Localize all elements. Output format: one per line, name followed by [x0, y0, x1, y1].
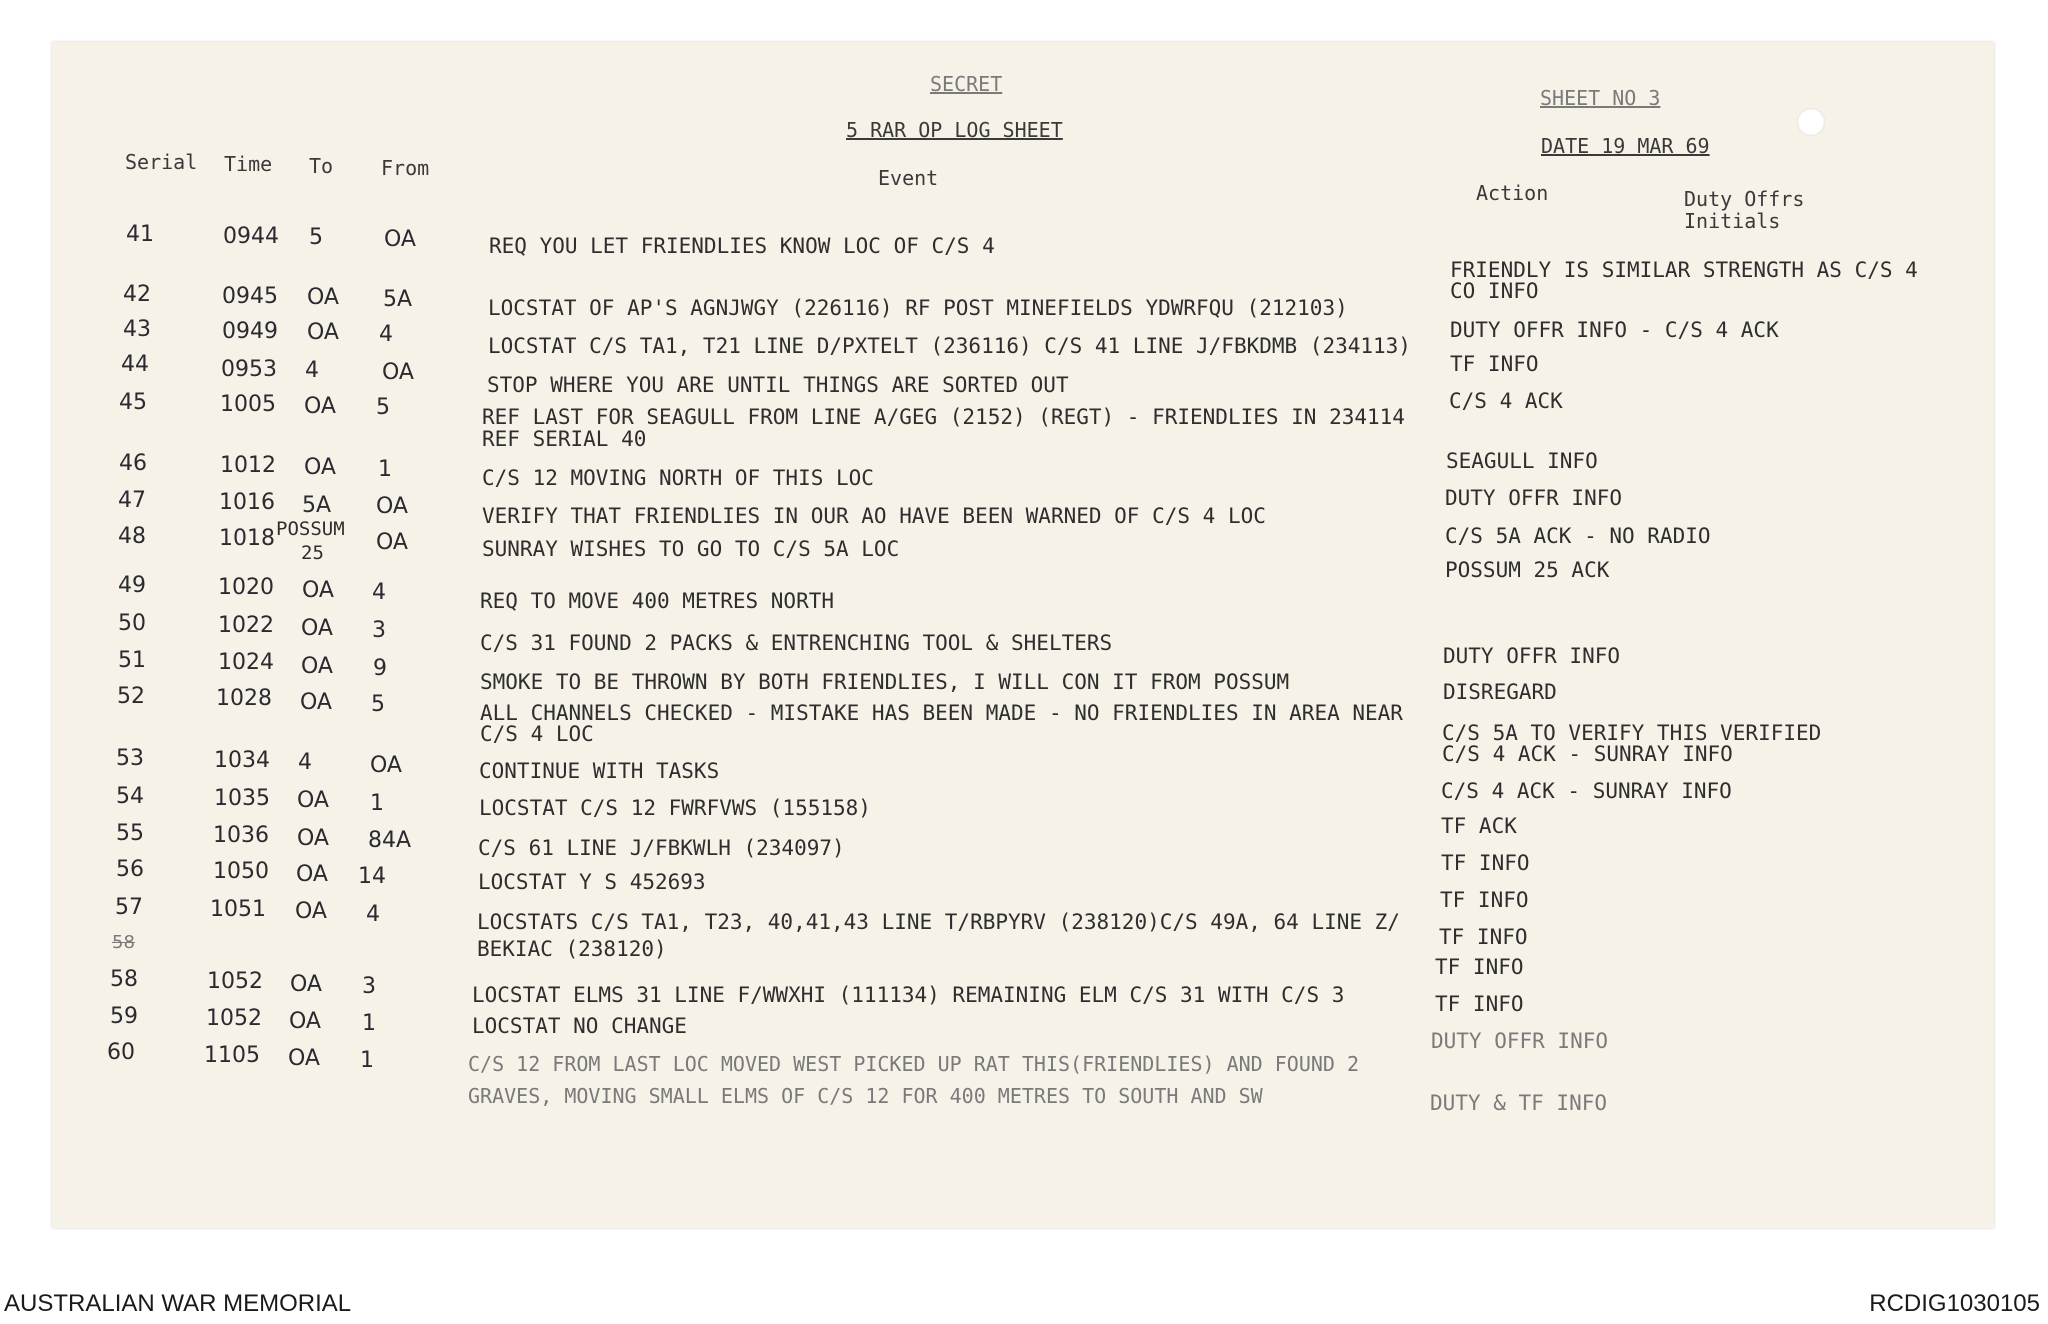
time-1051: 1051 [210, 897, 266, 922]
action-54: TF ACK [1441, 814, 1517, 838]
from-cell: OA [376, 494, 408, 519]
serial-49: 49 [118, 573, 146, 598]
time-1052: 1052 [207, 969, 263, 994]
event-45: REF LAST FOR SEAGULL FROM LINE A/GEG (2152) (REGT) - FRIENDLIES IN 234114 [482, 405, 1405, 429]
event-51: SMOKE TO BE THROWN BY BOTH FRIENDLIES, I WILL CON IT FROM POSSUM [480, 670, 1290, 694]
from-cell: 5A [383, 287, 413, 312]
action-55: TF INFO [1441, 851, 1530, 875]
to-cell: OA [307, 285, 339, 310]
serial-44: 44 [121, 352, 149, 377]
time-1012: 1012 [220, 453, 276, 478]
serial-43: 43 [123, 317, 151, 342]
to-cell: OA [307, 320, 339, 345]
to-possum-number: 25 [301, 542, 324, 564]
event-56: LOCSTAT Y S 452693 [478, 870, 706, 894]
time-1105: 1105 [204, 1043, 260, 1068]
event-43: LOCSTAT C/S TA1, T21 LINE D/PXTELT (236116) C/S 41 LINE J/FBKDMB (234113) [488, 334, 1411, 358]
serial-57: 57 [115, 895, 143, 920]
to-cell: OA [304, 394, 336, 419]
time-1034: 1034 [214, 748, 270, 773]
serial-42: 42 [123, 282, 151, 307]
serial-50: 50 [118, 611, 146, 636]
from-cell: 4 [379, 322, 393, 347]
action-41-b: CO INFO [1450, 279, 1539, 303]
from-cell: OA [384, 227, 416, 252]
to-cell: OA [290, 972, 322, 997]
col-to: To [309, 154, 334, 178]
time-1005: 1005 [220, 392, 276, 417]
to-cell: 5 [309, 225, 323, 250]
sheet-number: SHEET NO 3 [1540, 86, 1661, 110]
to-cell: OA [301, 616, 333, 641]
time-0944: 0944 [223, 224, 279, 249]
to-cell: OA [301, 654, 333, 679]
to-possum: POSSUM [276, 518, 345, 540]
from-cell: 1 [360, 1048, 374, 1073]
col-event: Event [878, 166, 939, 190]
from-cell: 4 [366, 902, 380, 927]
action-58: TF INFO [1435, 955, 1524, 979]
action-50: DUTY OFFR INFO [1443, 644, 1621, 668]
serial-41: 41 [126, 222, 154, 247]
time-0945: 0945 [222, 284, 278, 309]
event-53: CONTINUE WITH TASKS [479, 759, 720, 783]
from-cell: 5 [371, 692, 385, 717]
serial-55: 55 [116, 821, 144, 846]
action-57: TF INFO [1439, 925, 1528, 949]
time-1016: 1016 [219, 490, 275, 515]
event-45-line2: REF SERIAL 40 [482, 427, 647, 451]
serial-59: 59 [110, 1004, 138, 1029]
to-cell: OA [296, 862, 328, 887]
time-1022: 1022 [218, 613, 274, 638]
sheet-date: DATE 19 MAR 69 [1541, 134, 1710, 158]
serial-60: 60 [107, 1040, 135, 1065]
event-58: LOCSTAT ELMS 31 LINE F/WWXHI (111134) REMAINING ELM C/S 31 WITH C/S 3 [472, 983, 1345, 1007]
col-action: Action [1476, 181, 1549, 205]
event-52: ALL CHANNELS CHECKED - MISTAKE HAS BEEN MADE - NO FRIENDLIES IN AREA NEAR [480, 701, 1403, 725]
to-cell: OA [295, 899, 327, 924]
to-cell: OA [288, 1046, 320, 1071]
col-serial: Serial [125, 150, 198, 174]
col-initials: Initials [1684, 209, 1781, 233]
to-cell: OA [302, 578, 334, 603]
action-59: TF INFO [1435, 992, 1524, 1016]
serial-52: 52 [117, 684, 145, 709]
action-44: TF INFO [1450, 352, 1539, 376]
serial-45: 45 [119, 390, 147, 415]
action-52: C/S 5A TO VERIFY THIS VERIFIED [1442, 721, 1822, 745]
from-cell: OA [382, 360, 414, 385]
action-41: FRIENDLY IS SIMILAR STRENGTH AS C/S 4 [1450, 258, 1918, 282]
from-cell: 1 [362, 1011, 376, 1036]
action-60-b: DUTY & TF INFO [1430, 1091, 1608, 1115]
from-cell: 5 [376, 395, 390, 420]
time-1035: 1035 [214, 786, 270, 811]
punch-hole [1797, 108, 1825, 136]
action-51: DISREGARD [1443, 680, 1557, 704]
to-cell: OA [300, 690, 332, 715]
time-0949: 0949 [222, 319, 278, 344]
serial-58-struck: 58 [112, 932, 135, 953]
serial-48: 48 [118, 524, 146, 549]
from-cell: OA [370, 753, 402, 778]
action-60: DUTY OFFR INFO [1431, 1029, 1609, 1053]
from-cell: OA [376, 530, 408, 555]
event-47: VERIFY THAT FRIENDLIES IN OUR AO HAVE BEEN WARNED OF C/S 4 LOC [482, 504, 1266, 528]
event-50: C/S 31 FOUND 2 PACKS & ENTRENCHING TOOL & SHELTERS [480, 631, 1113, 655]
action-46: SEAGULL INFO [1446, 449, 1598, 473]
col-duty-offrs: Duty Offrs [1684, 187, 1805, 211]
col-from: From [381, 156, 430, 180]
time-0953: 0953 [221, 357, 277, 382]
event-48: SUNRAY WISHES TO GO TO C/S 5A LOC [482, 537, 900, 561]
to-cell: OA [297, 826, 329, 851]
event-52-line2: C/S 4 LOC [480, 722, 594, 746]
footer-id: RCDIG1030105 [1869, 1290, 2040, 1317]
to-cell: OA [304, 455, 336, 480]
time-1050: 1050 [213, 859, 269, 884]
from-cell: 14 [358, 864, 386, 889]
event-57: LOCSTATS C/S TA1, T23, 40,41,43 LINE T/RBPYRV (238120)C/S 49A, 64 LINE Z/ [477, 910, 1400, 934]
event-59: LOCSTAT NO CHANGE [472, 1014, 687, 1038]
action-45: C/S 4 ACK [1449, 389, 1563, 413]
action-47: DUTY OFFR INFO [1445, 486, 1623, 510]
from-cell: 84A [368, 828, 412, 853]
serial-58: 58 [110, 967, 138, 992]
event-55: C/S 61 LINE J/FBKWLH (234097) [478, 836, 845, 860]
time-1052-b: 1052 [206, 1006, 262, 1031]
time-1028: 1028 [216, 686, 272, 711]
from-cell: 4 [372, 580, 386, 605]
time-1036: 1036 [213, 823, 269, 848]
event-41: REQ YOU LET FRIENDLIES KNOW LOC OF C/S 4 [489, 234, 995, 258]
time-1024: 1024 [218, 650, 274, 675]
action-52-b: C/S 4 ACK - SUNRAY INFO [1442, 742, 1733, 766]
time-1020: 1020 [218, 575, 274, 600]
from-cell: 9 [373, 656, 387, 681]
event-44: STOP WHERE YOU ARE UNTIL THINGS ARE SORTED OUT [487, 373, 1069, 397]
footer-source: AUSTRALIAN WAR MEMORIAL [4, 1290, 352, 1317]
to-cell: 4 [298, 750, 312, 775]
from-cell: 3 [362, 974, 376, 999]
to-cell: OA [289, 1009, 321, 1034]
to-cell: 4 [305, 358, 319, 383]
serial-54: 54 [116, 784, 144, 809]
event-57-line2: BEKIAC (238120) [477, 937, 667, 961]
to-cell: 5A [302, 493, 332, 518]
from-cell: 1 [378, 457, 392, 482]
event-49: REQ TO MOVE 400 METRES NORTH [480, 589, 835, 613]
event-60-line2: GRAVES, MOVING SMALL ELMS OF C/S 12 FOR 400 METRES TO SOUTH AND SW [468, 1084, 1263, 1108]
action-48: C/S 5A ACK - NO RADIO [1445, 524, 1711, 548]
serial-46: 46 [119, 451, 147, 476]
from-cell: 1 [370, 791, 384, 816]
event-46: C/S 12 MOVING NORTH OF THIS LOC [482, 466, 874, 490]
time-1018: 1018 [219, 526, 275, 551]
action-48-b: POSSUM 25 ACK [1445, 558, 1610, 582]
serial-53: 53 [116, 746, 144, 771]
event-54: LOCSTAT C/S 12 FWRFVWS (155158) [479, 796, 871, 820]
event-42: LOCSTAT OF AP'S AGNJWGY (226116) RF POST MINEFIELDS YDWRFQU (212103) [488, 296, 1348, 320]
action-56: TF INFO [1440, 888, 1529, 912]
action-43: DUTY OFFR INFO - C/S 4 ACK [1450, 318, 1779, 342]
serial-47: 47 [118, 488, 146, 513]
event-60: C/S 12 FROM LAST LOC MOVED WEST PICKED UP RAT THIS(FRIENDLIES) AND FOUND 2 [468, 1052, 1360, 1076]
from-cell: 3 [372, 618, 386, 643]
sheet-title: 5 RAR OP LOG SHEET [846, 118, 1063, 142]
classification-stamp: SECRET [930, 72, 1003, 96]
serial-56: 56 [116, 857, 144, 882]
to-cell: OA [297, 788, 329, 813]
action-53: C/S 4 ACK - SUNRAY INFO [1441, 779, 1732, 803]
serial-51: 51 [118, 648, 146, 673]
col-time: Time [224, 152, 273, 176]
